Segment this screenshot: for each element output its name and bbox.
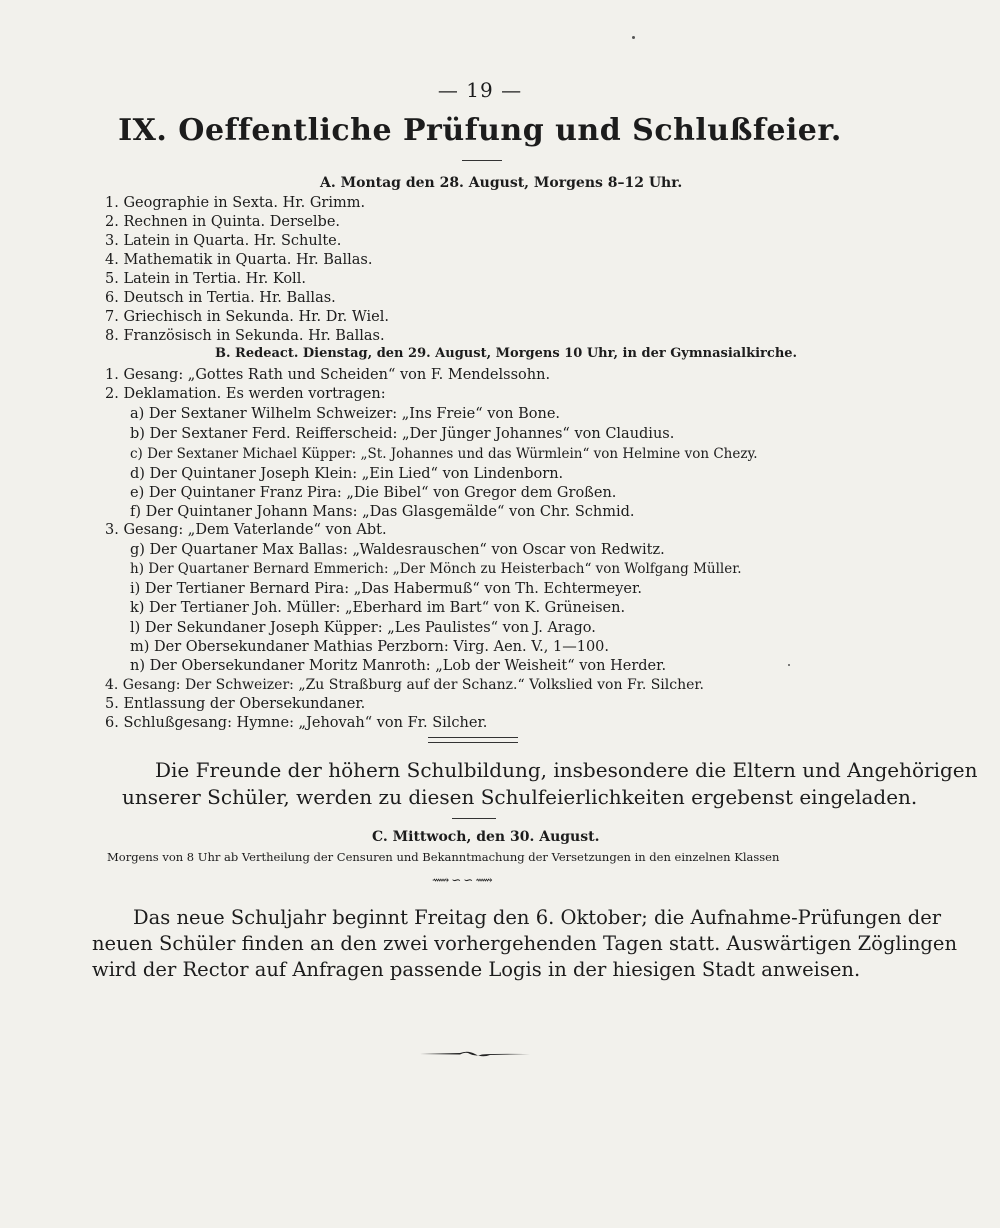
divider-rule [452, 818, 496, 819]
list-item: 8. Französisch in Sekunda. Hr. Ballas. [105, 328, 385, 344]
list-item: 6. Schlußgesang: Hymne: „Jehovah“ von Fr. Silcher. [105, 715, 488, 731]
list-item: e) Der Quintaner Franz Pira: „Die Bibel“ von Gregor dem Großen. [130, 485, 617, 501]
closing-line: neuen Schüler finden an den zwei vorhergehenden Tagen statt. Auswärtigen Zöglingen [92, 932, 958, 955]
divider-double-rule [428, 737, 518, 743]
tail-ornament [420, 1043, 530, 1049]
list-item: 2. Rechnen in Quinta. Derselbe. [105, 214, 341, 230]
list-item: d) Der Quintaner Joseph Klein: „Ein Lied“ von Lindenborn. [130, 466, 564, 482]
list-item: c) Der Sextaner Michael Küpper: „St. Johannes und das Würmlein“ von Helmine von Chezy. [130, 446, 758, 462]
list-item: 3. Gesang: „Dem Vaterlande“ von Abt. [105, 522, 387, 538]
list-item: 6. Deutsch in Tertia. Hr. Ballas. [105, 290, 336, 306]
list-item: h) Der Quartaner Bernard Emmerich: „Der Mönch zu Heisterbach“ von Wolfgang Müller. [130, 561, 742, 577]
list-item: 5. Entlassung der Obersekundaner. [105, 696, 366, 712]
section-c-heading: C. Mittwoch, den 30. August. [372, 829, 600, 845]
list-item: k) Der Tertianer Joh. Müller: „Eberhard im Bart“ von K. Grüneisen. [130, 600, 626, 616]
list-item: a) Der Sextaner Wilhelm Schweizer: „Ins Freie“ von Bone. [130, 406, 561, 422]
invitation-line: unserer Schüler, werden zu diesen Schulfeierlichkeiten ergebenst eingeladen. [122, 785, 918, 809]
list-item: m) Der Obersekundaner Mathias Perzborn: Virg. Aen. V., 1—100. [130, 639, 610, 655]
list-item: g) Der Quartaner Max Ballas: „Waldesrauschen“ von Oscar von Redwitz. [130, 542, 665, 558]
list-item: 4. Gesang: Der Schweizer: „Zu Straßburg auf der Schanz.“ Volkslied von Fr. Silcher. [105, 677, 705, 693]
page-number: — 19 — [437, 78, 523, 102]
speck-mark [632, 36, 635, 39]
title-rule [462, 160, 502, 161]
list-item: 7. Griechisch in Sekunda. Hr. Dr. Wiel. [105, 309, 389, 325]
list-item: 2. Deklamation. Es werden vortragen: [105, 386, 386, 402]
section-b-heading: B. Redeact. Dienstag, den 29. August, Morgens 10 Uhr, in der Gymnasialkirche. [215, 346, 798, 361]
closing-line: Das neue Schuljahr beginnt Freitag den 6. Oktober; die Aufnahme-Prüfungen der [133, 906, 942, 929]
list-item: b) Der Sextaner Ferd. Reifferscheid: „Der Jünger Johannes“ von Claudius. [130, 426, 675, 442]
list-item: n) Der Obersekundaner Moritz Manroth: „Lob der Weisheit“ von Herder. [130, 658, 667, 674]
tail-ornament-graphic [420, 1050, 530, 1058]
list-item: 1. Gesang: „Gottes Rath und Scheiden“ von F. Mendelssohn. [105, 367, 551, 383]
list-item: l) Der Sekundaner Joseph Küpper: „Les Paulistes“ von J. Arago. [130, 620, 596, 636]
list-item: 4. Mathematik in Quarta. Hr. Ballas. [105, 252, 373, 268]
closing-line: wird der Rector auf Anfragen passende Logis in der hiesigen Stadt anweisen. [92, 958, 861, 981]
ornament: ⟿∽∽⟿ [432, 873, 495, 887]
list-item: f) Der Quintaner Johann Mans: „Das Glasgemälde“ von Chr. Schmid. [130, 504, 635, 520]
section-c-text: Morgens von 8 Uhr ab Vertheilung der Censuren und Bekanntmachung der Versetzungen in den einzelnen Klassen [107, 850, 780, 864]
list-item: 5. Latein in Tertia. Hr. Koll. [105, 271, 306, 287]
speck-mark [788, 664, 790, 666]
section-a-heading: A. Montag den 28. August, Morgens 8–12 Uhr. [320, 175, 683, 191]
list-item: i) Der Tertianer Bernard Pira: „Das Habermuß“ von Th. Echtermeyer. [130, 581, 642, 597]
list-item: 3. Latein in Quarta. Hr. Schulte. [105, 233, 342, 249]
page-title: IX. Oeffentliche Prüfung und Schlußfeier. [118, 113, 842, 148]
invitation-line: Die Freunde der höhern Schulbildung, insbesondere die Eltern und Angehörigen [155, 758, 978, 782]
list-item: 1. Geographie in Sexta. Hr. Grimm. [105, 195, 366, 211]
